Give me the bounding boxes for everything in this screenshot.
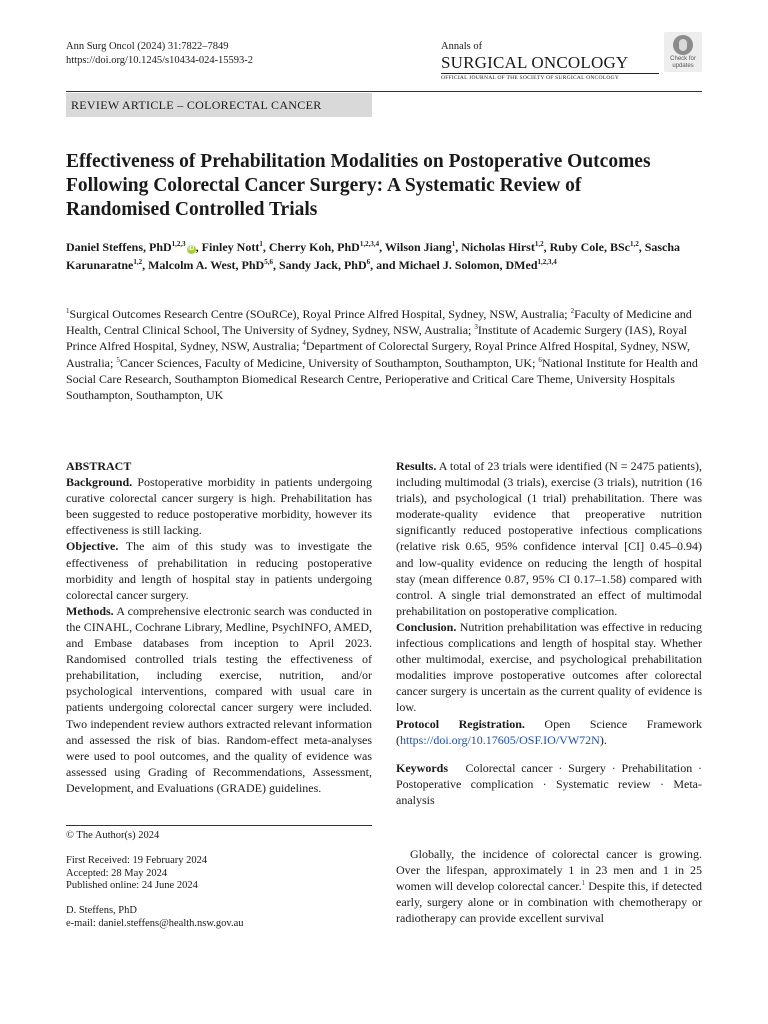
- author-name[interactable]: Wilson Jiang: [384, 240, 452, 254]
- journal-name: SURGICAL ONCOLOGY: [441, 53, 659, 74]
- check-line-2: updates: [672, 63, 694, 69]
- published-date: Published online: 24 June 2024: [66, 880, 198, 892]
- objective-label: Objective.: [66, 539, 119, 554]
- orcid-icon[interactable]: iD: [188, 246, 195, 252]
- author-list: [66, 238, 686, 274]
- author-affiliation-sup: 1,2: [534, 240, 544, 248]
- author-separator: ,: [379, 240, 385, 254]
- doi-link[interactable]: https://doi.org/10.1245/s10434-024-15593-2: [66, 55, 254, 66]
- author-affiliation-sup: 1: [451, 240, 456, 248]
- results-label: Results.: [396, 459, 437, 473]
- protocol-pre: Open Science Framework (: [396, 716, 703, 747]
- objective-text: The aim of this study was to investigate the effectiveness of prehabilitation in reducing postoperative morbidity and length of hospital stay in patients undergoing colorectal cancer surgery.: [66, 539, 372, 602]
- affiliation-number: 6: [538, 355, 542, 364]
- journal-top: Annals of: [441, 41, 483, 52]
- abstract-heading: ABSTRACT: [66, 459, 132, 473]
- author-name[interactable]: Finley Nott: [201, 240, 260, 254]
- intro-paragraph: [396, 846, 702, 926]
- conclusion-text: Nutrition prehabilitation was effective in reducing infectious complications and length of hospital stay. Whether other multimodal, exercise, and psychological prehabilitation modalities improve postoperative outcomes after colorectal cancer surgery is uncertain as the current quality of evidence is low.: [396, 619, 703, 715]
- author-name[interactable]: Ruby Cole, BSc: [549, 240, 630, 254]
- author-affiliation-sup: 1,2,3: [171, 240, 186, 248]
- background-label: Background.: [66, 475, 133, 490]
- citation-block: [66, 40, 253, 68]
- affiliation-number: 3: [474, 323, 478, 332]
- methods-label: Methods.: [66, 603, 114, 618]
- author-name[interactable]: Daniel Steffens, PhD: [66, 240, 172, 254]
- corresponding-email[interactable]: e-mail: daniel.steffens@health.nsw.gov.au: [66, 917, 244, 929]
- check-line-1: Check for: [670, 56, 696, 62]
- journal-subtitle: OFFICIAL JOURNAL OF THE SOCIETY OF SURGICAL ONCOLOGY: [441, 75, 620, 81]
- author-separator: ,: [142, 258, 149, 272]
- copyright: © The Author(s) 2024: [66, 830, 160, 841]
- author-affiliation-sup: 1: [259, 240, 263, 248]
- abstract-left-column: [66, 458, 372, 796]
- author-affiliation-sup: 5,6: [264, 258, 273, 266]
- accepted-date: Accepted: 28 May 2024: [66, 867, 168, 879]
- author-affiliation-sup: 6: [366, 258, 371, 266]
- citation: Ann Surg Oncol (2024) 31:7822–7849: [66, 41, 229, 52]
- author-separator: ,: [455, 240, 462, 254]
- protocol-post: ).: [599, 732, 607, 747]
- check-updates-icon: [673, 35, 693, 55]
- received-date: First Received: 19 February 2024: [66, 854, 208, 866]
- affiliations: [66, 306, 702, 403]
- author-separator: , and: [370, 258, 399, 272]
- footnote-rule: [66, 825, 372, 826]
- protocol-label: Protocol Registration.: [396, 716, 525, 731]
- keywords-label: Keywords: [396, 760, 448, 775]
- keywords: [396, 760, 702, 808]
- author-name[interactable]: Sascha Karunaratne: [66, 240, 681, 272]
- affiliation-text: Institute of Academic Surgery (IAS), Royal Prince Alfred Hospital, Sydney, NSW, Australia;: [66, 323, 687, 354]
- affiliation-number: 2: [570, 307, 575, 315]
- check-for-updates-button[interactable]: [664, 32, 702, 72]
- abstract-protocol: [396, 716, 702, 748]
- affiliation-number: 1: [66, 307, 70, 315]
- intro-text: Globally, the incidence of colorectal cancer is growing. Over the lifespan, approximately 1 in 23 men and 1 in 25 women will develop colorectal cancer.: [396, 847, 702, 894]
- abstract-objective: [66, 538, 372, 602]
- affiliation-number: 4: [302, 339, 306, 348]
- category-label: REVIEW ARTICLE – COLORECTAL CANCER: [71, 98, 322, 112]
- intro-text-cont: Despite this, if detected early, surgery alone or in combination with chemotherapy or radiotherapy can provide excellent survival: [396, 879, 702, 926]
- methods-text: A comprehensive electronic search was conducted in the CINAHL, Cochrane Library, Medline, PsychINFO, AMED, and Embase databases from inception to April 2023. Randomised controlled trials testing the effectiveness of prehabilitation, including exercise, nutrition, and/or psychological interventions, compared with usual care in patients undergoing colorectal cancer surgery were included. Two independent review authors extracted relevant information and assessed the risk of bias. Random-effect meta-analyses were used to pool outcomes, and the quality of evidence was assessed using Grading of Recommendations, Assessment, Development, and Evaluations (GRADE) guidelines.: [66, 603, 372, 795]
- affiliation-text: Faculty of Medicine and Health, Central Clinical School, The University of Sydney, Sydney, NSW, Australia;: [66, 307, 692, 338]
- protocol-link[interactable]: https://doi.org/10.17605/OSF.IO/VW72N: [400, 732, 600, 747]
- author-affiliation-sup: 1,2,3,4: [359, 240, 380, 248]
- affiliation-text: National Institute for Health and Social Care Research, Southampton Biomedical Research Centre, Perioperative and Critical Care Theme, University Hospitals Southampton, Southampton, UK: [66, 355, 698, 403]
- author-affiliation-sup: 1,2: [629, 240, 639, 248]
- abstract-background: [66, 474, 372, 538]
- author-separator: ,: [195, 240, 202, 254]
- author-separator: ,: [272, 258, 279, 272]
- affiliation-text: Surgical Outcomes Research Centre (SOuRCe), Royal Prince Alfred Hospital, Sydney, NSW, Australia;: [69, 307, 571, 321]
- abstract-results: [396, 458, 702, 619]
- keywords-text: Colorectal cancer · Surgery · Prehabilitation · Postoperative complication · Systematic review · Meta-analysis: [396, 760, 702, 807]
- author-name[interactable]: Nicholas Hirst: [461, 240, 535, 254]
- author-separator: ,: [262, 240, 269, 254]
- corresponding-author: D. Steffens, PhD: [66, 905, 137, 917]
- affiliation-number: 5: [116, 355, 120, 364]
- category-banner: [66, 93, 372, 117]
- affiliation-text: Department of Colorectal Surgery, Royal Prince Alfred Hospital, Sydney, NSW, Australia;: [66, 339, 690, 370]
- abstract-methods: [66, 603, 372, 796]
- author-name[interactable]: Cherry Koh, PhD: [268, 240, 360, 254]
- conclusion-label: Conclusion.: [396, 619, 457, 634]
- author-separator: ,: [543, 240, 550, 254]
- results-text: A total of 23 trials were identified (N = 2475 patients), including multimodal (3 trials), exercise (3 trials), nutrition (16 trials), and psychological (1 trial) prehabilitation. There was moderate-quality evidence that preoperative nutrition significantly reduced postoperative infectious complications (relative risk 0.65, 95% confidence interval [CI] 0.45–0.94) and low-quality evidence on reducing the length of hospital stay (mean difference 0.87, 95% CI 0.17–1.58) compared with control. A single trial demonstrated an effect of multimodal prehabilitation on postoperative complication.: [396, 459, 703, 618]
- author-affiliation-sup: 1,2,3,4: [537, 258, 557, 266]
- footnote: [66, 830, 372, 931]
- affiliation-text: Cancer Sciences, Faculty of Medicine, University of Southampton, Southampton, UK;: [119, 355, 539, 370]
- background-text: Postoperative morbidity in patients undergoing curative colorectal cancer surgery is high. Prehabilitation has been suggested to reduce postoperative morbidity, however its effectiveness is still lacking.: [66, 475, 373, 538]
- author-affiliation-sup: 1,2: [133, 258, 143, 266]
- author-name[interactable]: Malcolm A. West, PhD: [148, 258, 265, 272]
- author-separator: ,: [638, 240, 645, 254]
- header-rule: [66, 91, 702, 92]
- abstract-right-column: [396, 458, 702, 808]
- journal-logo: [441, 41, 659, 82]
- article-title: Effectiveness of Prehabilitation Modalities on Postoperative Outcomes Following Colorectal Cancer Surgery: A Systematic Review of Randomised Controlled Trials: [66, 151, 651, 220]
- author-name[interactable]: Michael J. Solomon, DMed: [398, 258, 538, 272]
- reference-1-link[interactable]: 1: [581, 879, 586, 888]
- abstract-conclusion: [396, 619, 702, 716]
- author-name[interactable]: Sandy Jack, PhD: [278, 258, 367, 272]
